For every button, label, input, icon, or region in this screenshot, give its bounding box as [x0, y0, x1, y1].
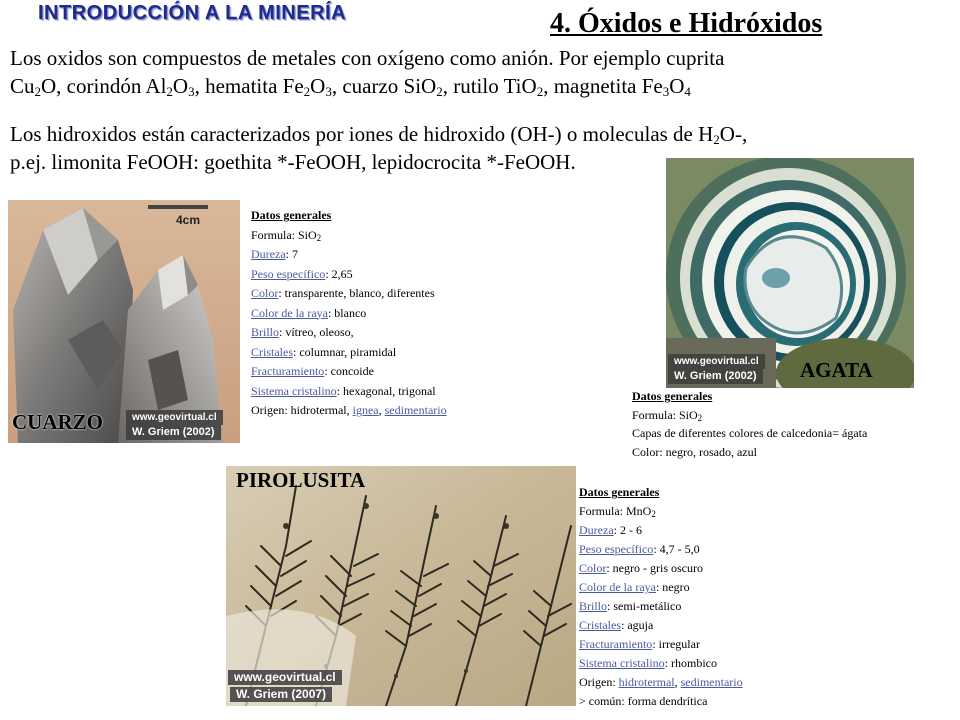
fracturamiento-link[interactable]: Fracturamiento [251, 364, 325, 378]
hidrotermal-link[interactable]: hidrotermal [618, 675, 675, 689]
color-raya-link[interactable]: Color de la raya [579, 580, 656, 594]
cuarzo-row-color: Color: transparente, blanco, diferentes [251, 286, 435, 300]
sistema-cristalino-link[interactable]: Sistema cristalino [251, 383, 337, 398]
agata-info [632, 387, 952, 461]
oxides-line-1: Los oxidos son compuestos de metales con oxígeno como anión. Por ejemplo cuprita [10, 46, 725, 70]
pirolusita-row-peso: Peso específico: 4,7 - 5,0 [579, 542, 700, 556]
cuarzo-row-dureza: Dureza: 7 [251, 247, 298, 261]
brillo-link[interactable]: Brillo [251, 325, 280, 339]
cuarzo-crystal-image [8, 200, 240, 443]
pirolusita-row-origen: Origen: hidrotermal, sedimentario [579, 675, 743, 689]
color-link[interactable]: Color [251, 286, 279, 300]
cuarzo-row-raya: Color de la raya: blanco [251, 305, 367, 320]
agata-photo [666, 158, 914, 388]
sedimentario-link[interactable]: sedimentario [384, 403, 447, 417]
fracturamiento-link[interactable]: Fracturamiento [579, 637, 653, 651]
agata-info-heading: Datos generales [632, 389, 713, 403]
cuarzo-photo [8, 200, 240, 443]
agata-formula: Formula: SiO$_2$ [632, 407, 703, 423]
color-link[interactable]: Color [579, 561, 607, 575]
pirolusita-watermark-site: www.geovirtual.cl [228, 670, 342, 685]
cuarzo-info [251, 206, 541, 421]
section-title: 4. Óxidos e Hidróxidos [550, 8, 823, 39]
agata-color: Color: negro, rosado, azul [632, 444, 757, 459]
sistema-cristalino-link[interactable]: Sistema cristalino [579, 656, 665, 670]
dureza-link[interactable]: Dureza [251, 247, 286, 261]
hydroxides-line-1: Los hidroxidos están caracterizados por iones de hidroxido (OH-) o moleculas de $H_2O-$, [10, 122, 748, 147]
sedimentario-link[interactable]: sedimentario [680, 675, 743, 689]
cuarzo-row-origen: Origen: hidrotermal, ignea, sedimentario [251, 403, 447, 417]
cristales-link[interactable]: Cristales [579, 618, 621, 632]
cuarzo-scale-label: 4cm [176, 213, 201, 227]
agata-watermark-site: www.geovirtual.cl [668, 354, 765, 369]
peso-especifico-link[interactable]: Peso específico [579, 542, 654, 556]
pirolusita-photo [226, 466, 576, 706]
pirolusita-row-brillo: Brillo: semi-metálico [579, 599, 682, 613]
cuarzo-row-cristales: Cristales: columnar, piramidal [251, 344, 397, 359]
peso-especifico-link[interactable]: Peso específico [251, 266, 326, 281]
pirolusita-row-cristales: Cristales: aguja [579, 618, 654, 632]
header-title: INTRODUCCIÓN A LA MINERÍA [38, 2, 347, 24]
cuarzo-row-fracturamiento: Fracturamiento: concoide [251, 364, 374, 378]
pirolusita-info [579, 483, 879, 711]
cristales-link[interactable]: Cristales [251, 344, 293, 359]
dureza-link[interactable]: Dureza [579, 523, 614, 537]
hydroxides-line-2: p.ej. limonita FeOOH: goethita *-FeOOH, lepidocrocita *-FeOOH. [10, 150, 576, 174]
brillo-link[interactable]: Brillo [579, 599, 608, 613]
pirolusita-info-heading: Datos generales [579, 485, 660, 499]
oxides-paragraph [10, 44, 955, 100]
cuarzo-row-brillo: Brillo: vítreo, oleoso, [251, 325, 354, 339]
color-raya-link[interactable]: Color de la raya [251, 305, 328, 320]
pirolusita-row-fracturamiento: Fracturamiento: irregular [579, 637, 700, 651]
cuarzo-row-peso: Peso específico: 2,65 [251, 266, 353, 281]
ignea-link[interactable]: ignea [352, 403, 379, 417]
pirolusita-row-sistema: Sistema cristalino: rhombico [579, 656, 717, 670]
cuarzo-watermark-author: W. Griem (2002) [126, 425, 221, 440]
cuarzo-label: CUARZO [12, 410, 104, 434]
pirolusita-formula: Formula: MnO$_2$ [579, 504, 656, 519]
pirolusita-row-raya: Color de la raya: negro [579, 580, 690, 594]
agata-watermark-author: W. Griem (2002) [668, 369, 763, 384]
pirolusita-label: PIROLUSITA [236, 468, 366, 492]
agata-label: AGATA [800, 358, 873, 382]
oxides-line-2: $Cu_2O$, corindón $Al_2O_3$, hematita $Fe_2O_3$, cuarzo SiO$_2$, rutilo TiO$_2$, magnetita $Fe_3O_4$ [10, 74, 691, 99]
pirolusita-row-dureza: Dureza: 2 - 6 [579, 523, 642, 537]
pirolusita-extra: > común: forma dendrítica [579, 694, 708, 708]
pirolusita-row-color: Color: negro - gris oscuro [579, 561, 703, 575]
cuarzo-watermark-site: www.geovirtual.cl [126, 410, 223, 425]
cuarzo-formula: Formula: SiO$_2$ [251, 227, 322, 243]
agata-layers: Capas de diferentes colores de calcedonia= ágata [632, 426, 868, 440]
cuarzo-row-sistema: Sistema cristalino: hexagonal, trigonal [251, 383, 436, 398]
cuarzo-info-heading: Datos generales [251, 208, 332, 222]
pirolusita-watermark-author: W. Griem (2007) [230, 687, 332, 702]
